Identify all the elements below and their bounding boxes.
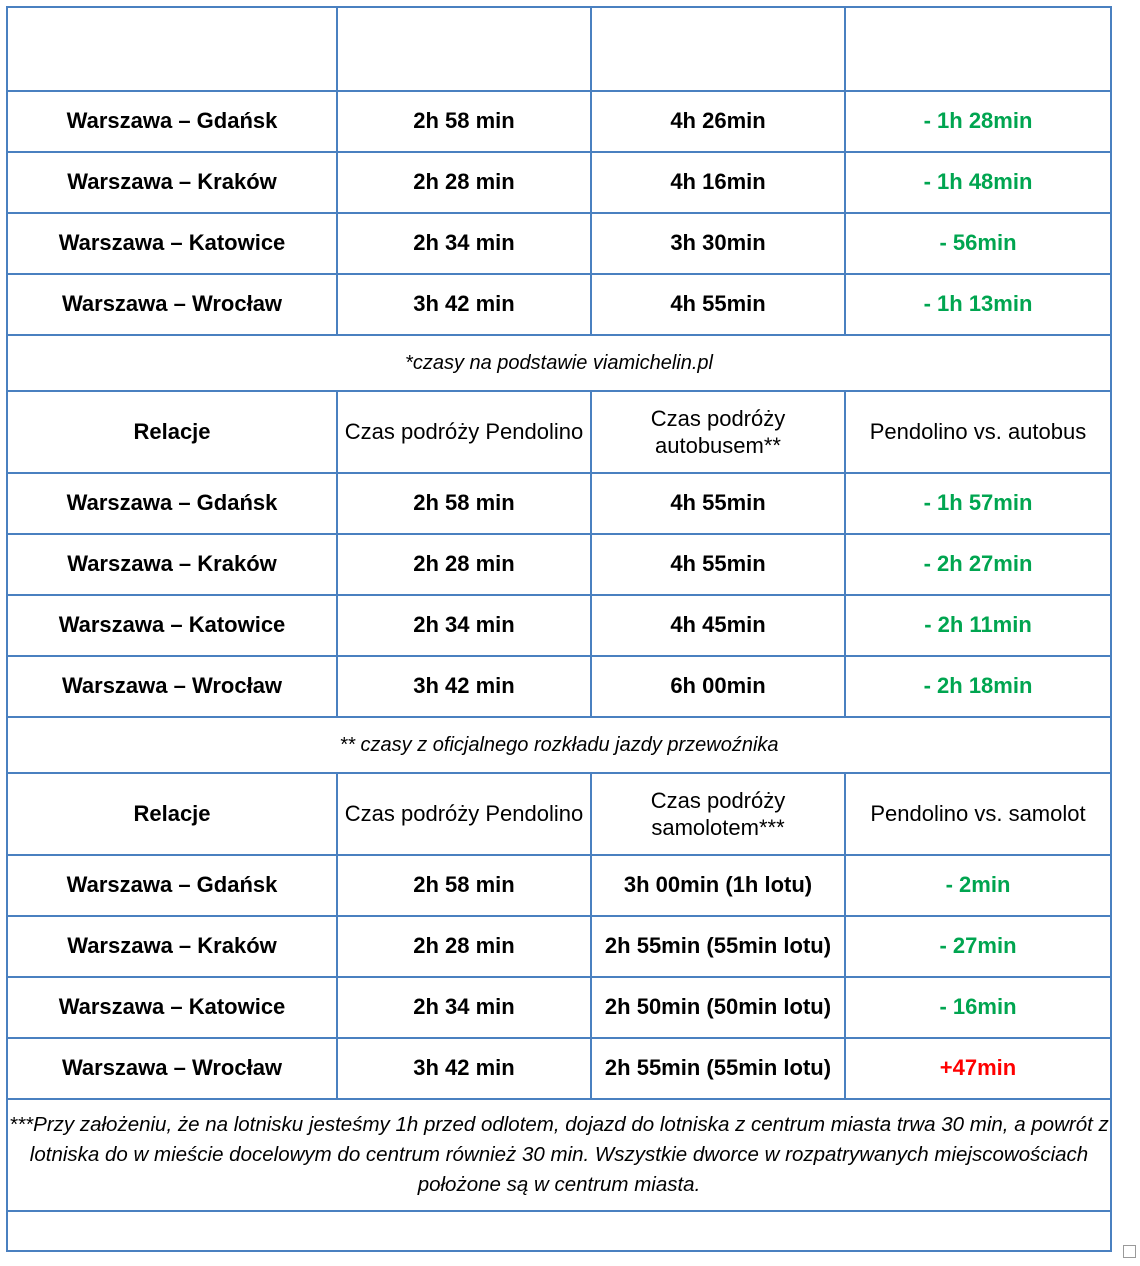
footnote-car: *czasy na podstawie viamichelin.pl bbox=[7, 335, 1111, 391]
comparison-sheet bbox=[6, 6, 1110, 1252]
table-row bbox=[7, 977, 1111, 1038]
cell-pendolino-time: 2h 28 min bbox=[337, 152, 591, 213]
cell-pendolino-time: 3h 42 min bbox=[337, 1038, 591, 1099]
table-row bbox=[7, 473, 1111, 534]
empty-cell bbox=[7, 1211, 1111, 1251]
cell-pendolino-time: 3h 42 min bbox=[337, 274, 591, 335]
cell-relacja: Warszawa – Gdańsk bbox=[7, 473, 337, 534]
cell-relacja: Warszawa – Katowice bbox=[7, 977, 337, 1038]
cell-alternative-time: 4h 16min bbox=[591, 152, 845, 213]
cell-alternative-time: 4h 55min bbox=[591, 534, 845, 595]
table-car-comparison bbox=[6, 6, 1112, 1252]
column-header-alternative: Czas podróży samochodem* bbox=[591, 7, 845, 91]
table-row bbox=[7, 916, 1111, 977]
cell-pendolino-time: 2h 34 min bbox=[337, 213, 591, 274]
cell-relacja: Warszawa – Katowice bbox=[7, 213, 337, 274]
table-row bbox=[7, 1038, 1111, 1099]
footnote-row-bus bbox=[7, 717, 1111, 773]
table-row bbox=[7, 91, 1111, 152]
empty-row bbox=[7, 1211, 1111, 1251]
table-row bbox=[7, 595, 1111, 656]
cell-difference: - 1h 28min bbox=[845, 91, 1111, 152]
cell-pendolino-time: 2h 34 min bbox=[337, 977, 591, 1038]
cell-alternative-time: 2h 55min (55min lotu) bbox=[591, 916, 845, 977]
table-row bbox=[7, 152, 1111, 213]
cell-alternative-time: 4h 26min bbox=[591, 91, 845, 152]
table-row bbox=[7, 534, 1111, 595]
cell-alternative-time: 2h 55min (55min lotu) bbox=[591, 1038, 845, 1099]
table-row bbox=[7, 213, 1111, 274]
cell-difference: - 16min bbox=[845, 977, 1111, 1038]
column-header-relacje: Relacje bbox=[7, 391, 337, 473]
column-header-relacje: Relacje bbox=[7, 7, 337, 91]
cell-pendolino-time: 2h 28 min bbox=[337, 916, 591, 977]
table-row bbox=[7, 656, 1111, 717]
cell-difference: +47min bbox=[845, 1038, 1111, 1099]
column-header-relacje: Relacje bbox=[7, 773, 337, 855]
cell-difference: - 27min bbox=[845, 916, 1111, 977]
cell-pendolino-time: 2h 58 min bbox=[337, 855, 591, 916]
table-header-row bbox=[7, 7, 1111, 91]
cell-alternative-time: 6h 00min bbox=[591, 656, 845, 717]
cell-alternative-time: 3h 30min bbox=[591, 213, 845, 274]
cell-pendolino-time: 2h 28 min bbox=[337, 534, 591, 595]
table-row bbox=[7, 274, 1111, 335]
cell-relacja: Warszawa – Gdańsk bbox=[7, 91, 337, 152]
cell-difference: - 56min bbox=[845, 213, 1111, 274]
cell-pendolino-time: 2h 58 min bbox=[337, 473, 591, 534]
cell-pendolino-time: 3h 42 min bbox=[337, 656, 591, 717]
footnote-bus: ** czasy z oficjalnego rozkładu jazdy przewoźnika bbox=[7, 717, 1111, 773]
column-header-difference: Pendolino vs. samolot bbox=[845, 773, 1111, 855]
cell-relacja: Warszawa – Wrocław bbox=[7, 656, 337, 717]
cell-difference: - 2h 11min bbox=[845, 595, 1111, 656]
cell-relacja: Warszawa – Kraków bbox=[7, 916, 337, 977]
cell-relacja: Warszawa – Kraków bbox=[7, 152, 337, 213]
cell-alternative-time: 4h 55min bbox=[591, 473, 845, 534]
cell-alternative-time: 4h 55min bbox=[591, 274, 845, 335]
cell-difference: - 1h 48min bbox=[845, 152, 1111, 213]
cell-difference: - 2h 18min bbox=[845, 656, 1111, 717]
cell-alternative-time: 3h 00min (1h lotu) bbox=[591, 855, 845, 916]
column-header-pendolino: Czas podróży Pendolino bbox=[337, 773, 591, 855]
table-header-row bbox=[7, 391, 1111, 473]
column-header-alternative: Czas podróży samolotem*** bbox=[591, 773, 845, 855]
table-header-row bbox=[7, 773, 1111, 855]
cell-relacja: Warszawa – Katowice bbox=[7, 595, 337, 656]
table-row bbox=[7, 855, 1111, 916]
column-header-difference: Pendolino vs. samochód bbox=[845, 7, 1111, 91]
cell-relacja: Warszawa – Wrocław bbox=[7, 274, 337, 335]
cell-alternative-time: 2h 50min (50min lotu) bbox=[591, 977, 845, 1038]
cell-relacja: Warszawa – Wrocław bbox=[7, 1038, 337, 1099]
footnote-row-car bbox=[7, 335, 1111, 391]
cell-difference: - 1h 13min bbox=[845, 274, 1111, 335]
column-header-difference: Pendolino vs. autobus bbox=[845, 391, 1111, 473]
cell-relacja: Warszawa – Kraków bbox=[7, 534, 337, 595]
cell-pendolino-time: 2h 34 min bbox=[337, 595, 591, 656]
cell-difference: - 1h 57min bbox=[845, 473, 1111, 534]
cell-relacja: Warszawa – Gdańsk bbox=[7, 855, 337, 916]
cell-difference: - 2min bbox=[845, 855, 1111, 916]
footnote-plane: ***Przy założeniu, że na lotnisku jesteśmy 1h przed odlotem, dojazd do lotniska z centrum miasta trwa 30 min, a powrót z lotniska do w mieście docelowym do centrum również 30 min. Wszystkie dworce w rozpatrywanych miejscowościach położone są w centrum miasta. bbox=[7, 1099, 1111, 1211]
resize-handle-marker[interactable] bbox=[1123, 1245, 1136, 1258]
column-header-pendolino: Czas podróży Pendolino bbox=[337, 391, 591, 473]
column-header-alternative: Czas podróży autobusem** bbox=[591, 391, 845, 473]
footnote-row-plane bbox=[7, 1099, 1111, 1211]
cell-difference: - 2h 27min bbox=[845, 534, 1111, 595]
cell-pendolino-time: 2h 58 min bbox=[337, 91, 591, 152]
column-header-pendolino: Czas podróży Pendolino bbox=[337, 7, 591, 91]
cell-alternative-time: 4h 45min bbox=[591, 595, 845, 656]
